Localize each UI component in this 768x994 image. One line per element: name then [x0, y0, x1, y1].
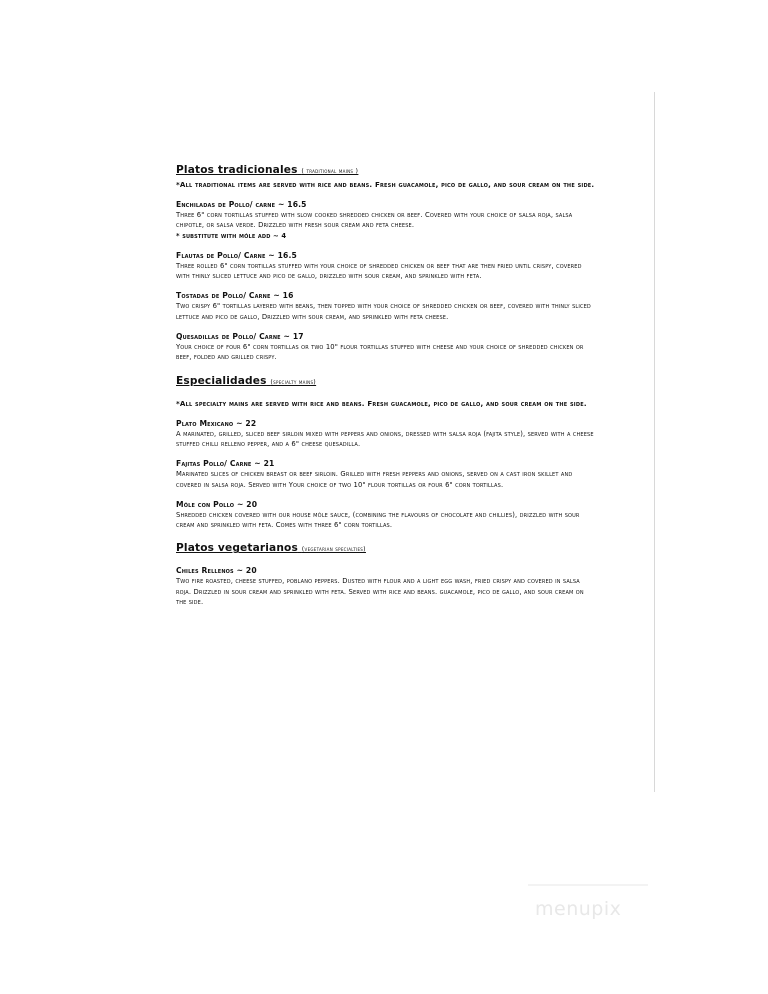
section-title: Platos tradicionales: [176, 164, 298, 176]
section-heading: [176, 375, 596, 389]
section-note: *All specialty mains are served with rice and beans. Fresh guacamole, pico de gallo, and sour cream on the side.: [176, 398, 587, 408]
menu-item: [176, 331, 596, 363]
item-title: Chiles Rellenos ~ 20: [176, 566, 257, 576]
section-specialty: [176, 375, 596, 531]
item-description: Two fire roasted, cheese stuffed, poblano peppers. Dusted with flour and a light egg wash, fried crispy and covered in salsa roja. Drizzled in sour cream and sprinkled with feta. Served with rice and beans. guacamole, pico de gallo, and sour cream on the side.: [176, 577, 584, 607]
item-description: Shredded chicken covered with our house móle sauce, (combining the flavours of chocolate and chillies), drizzled with sour cream and sprinkled with feta. Comes with three 6" corn tortillas.: [176, 510, 580, 530]
menu-item: [176, 290, 596, 322]
item-description: Your choice of four 6" corn tortillas or two 10" flour tortillas stuffed with cheese and your choice of shredded chicken or beef, folded and grilled crispy.: [176, 343, 584, 362]
menu-item: [176, 458, 596, 490]
menu-item: [176, 199, 596, 241]
section-note: *All traditional items are served with rice and beans. Fresh guacamole, pico de gallo, and sour cream on the side.: [176, 180, 595, 189]
watermark-line: [528, 884, 648, 886]
item-description: Marinated slices of chicken breast or beef sirloin. Grilled with fresh peppers and onions, served on a cast iron skillet and covered in salsa roja. Served with Your choice of two 10" flour tortillas or four 6" corn tortillas.: [176, 470, 573, 489]
menu-item: [176, 250, 596, 282]
item-title: Móle con Pollo ~ 20: [176, 499, 258, 509]
item-description: Three 6" corn tortillas stuffed with slow cooked shredded chicken or beef. Covered with your choice of salsa roja, salsa chipotle, or salsa verde. Drizzled with fresh sour cream and feta cheese.: [176, 211, 573, 230]
item-extra: * substitute with móle add ~ 4: [176, 231, 287, 240]
menu-item: [176, 499, 596, 531]
item-description: Two crispy 6" tortillas layered with beans, then topped with your choice of shredded chicken or beef, covered with thinly sliced lettuce and pico de gallo, Drizzled with sour cream, and sprinkled with feta cheese.: [176, 302, 591, 321]
watermark-logo: menupix: [535, 898, 622, 920]
item-description: Three rolled 6" corn tortillas stuffed with your choice of shredded chicken or beef that are then fried until crispy, covered with thinly sliced lettuce and pico de gallo, drizzled with sour cream, and sprinkled with feta.: [176, 261, 582, 281]
section-heading: [176, 542, 596, 556]
item-title: Plato Mexicano ~ 22: [176, 418, 257, 428]
section-subtitle: ( traditional mains ): [301, 168, 359, 175]
menu-item: [176, 418, 596, 450]
item-title: Tostadas de Pollo/ Carne ~ 16: [176, 291, 294, 301]
item-title: Quesadillas de Pollo/ Carne ~ 17: [176, 332, 304, 342]
page-edge-line: [654, 92, 655, 792]
item-title: Flautas de Pollo/ Carne ~ 16.5: [176, 250, 297, 260]
item-description: A marinated, grilled, sliced beef sirloin mixed with peppers and onions, dressed with salsa roja (fajita style), served with a cheese stuffed chilli relleno pepper, and a 6" cheese quesadilla.: [176, 429, 594, 448]
section-subtitle: (specialty mains): [270, 378, 317, 386]
section-traditional: [176, 164, 596, 363]
menu-item: [176, 565, 596, 607]
item-title: Fajitas Pollo/ Carne ~ 21: [176, 459, 275, 469]
menu-page: [176, 164, 596, 607]
section-subtitle: (vegetarian specialties): [301, 546, 366, 554]
section-title: Platos vegetarianos: [176, 542, 298, 555]
item-title: Enchiladas de Pollo/ carne ~ 16.5: [176, 200, 307, 209]
section-heading: [176, 164, 596, 178]
section-vegetarian: [176, 542, 596, 607]
section-title: Especialidades: [176, 374, 267, 387]
